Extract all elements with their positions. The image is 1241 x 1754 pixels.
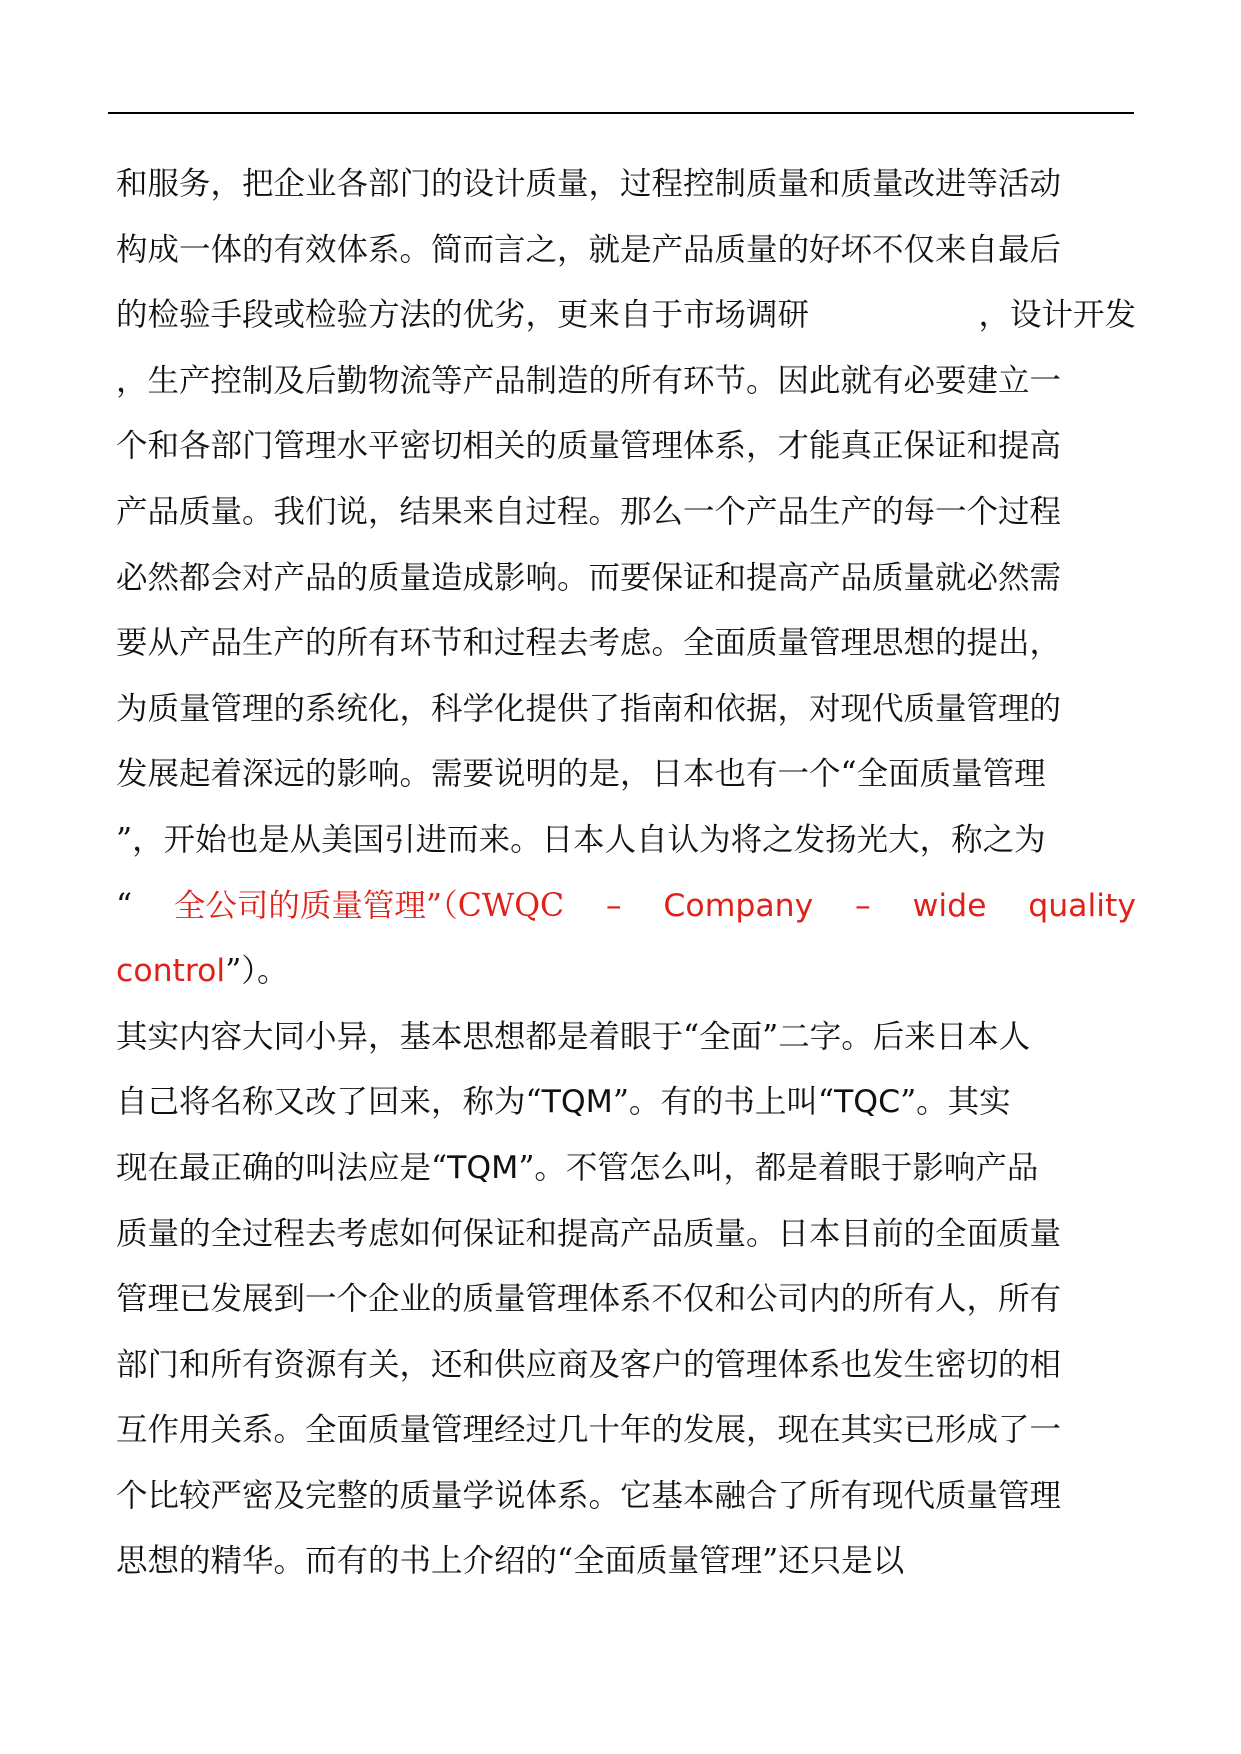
text-segment: ”。不管怎么叫，都是着眼于影响产品 [518,1149,1039,1186]
text-segment: ”）。 [225,953,289,990]
text-line [116,1078,1136,1144]
highlight-word: Company [663,887,814,924]
text-segment: 现在最正确的叫法应是“ [116,1149,448,1186]
highlight-word: wide [912,887,987,924]
highlight-word: control [116,953,226,990]
text-segment: 自己将名称又改了回来，称为“ [116,1084,542,1121]
text-segment: 的检验手段或检验方法的优劣，更来自于市场调研 [116,297,810,334]
text-line: ”，开始也是从美国引进而来。日本人自认为将之发扬光大，称之为 [116,821,1046,858]
text-segment: ”。其实 [900,1084,1011,1121]
text-line: 部门和所有资源有关，还和供应商及客户的管理体系也发生密切的相 [116,1346,1062,1383]
text-line: 个和各部门管理水平密切相关的质量管理体系，才能真正保证和提高 [116,428,1062,465]
highlight-dash: – [605,887,622,924]
text-line: 产品质量。我们说，结果来自过程。那么一个产品生产的每一个过程 [116,493,1062,530]
quote-mark: “ [116,887,133,924]
text-line [116,1144,1136,1210]
text-segment: ，设计开发 [978,297,1136,334]
text-line: 个比较严密及完整的质量学说体系。它基本融合了所有现代质量管理 [116,1477,1062,1514]
highlight-term: 全公司的质量管理”（CWQC [173,887,565,924]
acronym: TQM [447,1149,519,1186]
highlight-line [116,882,1136,948]
text-line: 构成一体的有效体系。简而言之，就是产品质量的好坏不仅来自最后 [116,231,1062,268]
text-line: 为质量管理的系统化，科学化提供了指南和依据，对现代质量管理的 [116,690,1062,727]
highlight-word: quality [1028,887,1136,924]
text-line: 管理已发展到一个企业的质量管理体系不仅和公司内的所有人，所有 [116,1281,1062,1318]
highlight-line [116,947,1136,1013]
text-segment: ”。有的书上叫“ [612,1084,835,1121]
text-line: 必然都会对产品的质量造成影响。而要保证和提高产品质量就必然需 [116,559,1062,596]
text-line: 互作用关系。全面质量管理经过几十年的发展，现在其实已形成了一 [116,1412,1062,1449]
highlight-dash: – [855,887,871,924]
text-line [116,291,1136,357]
text-line: 思想的精华。而有的书上介绍的“全面质量管理”还只是以 [116,1543,905,1580]
acronym: TQC [834,1084,901,1121]
text-line: 发展起着深远的影响。需要说明的是，日本也有一个“全面质量管理 [116,756,1046,793]
header-rule [108,112,1134,114]
text-line: ，生产控制及后勤物流等产品制造的所有环节。因此就有必要建立一 [116,362,1062,399]
text-line: 要从产品生产的所有环节和过程去考虑。全面质量管理思想的提出， [116,625,1062,662]
text-line: 质量的全过程去考虑如何保证和提高产品质量。日本目前的全面质量 [116,1215,1062,1252]
body-text [116,160,1136,1603]
acronym: TQM [541,1084,613,1121]
text-line: 其实内容大同小异，基本思想都是着眼于“全面”二字。后来日本人 [116,1018,1031,1055]
text-line: 和服务，把企业各部门的设计质量，过程控制质量和质量改进等活动 [116,166,1062,202]
